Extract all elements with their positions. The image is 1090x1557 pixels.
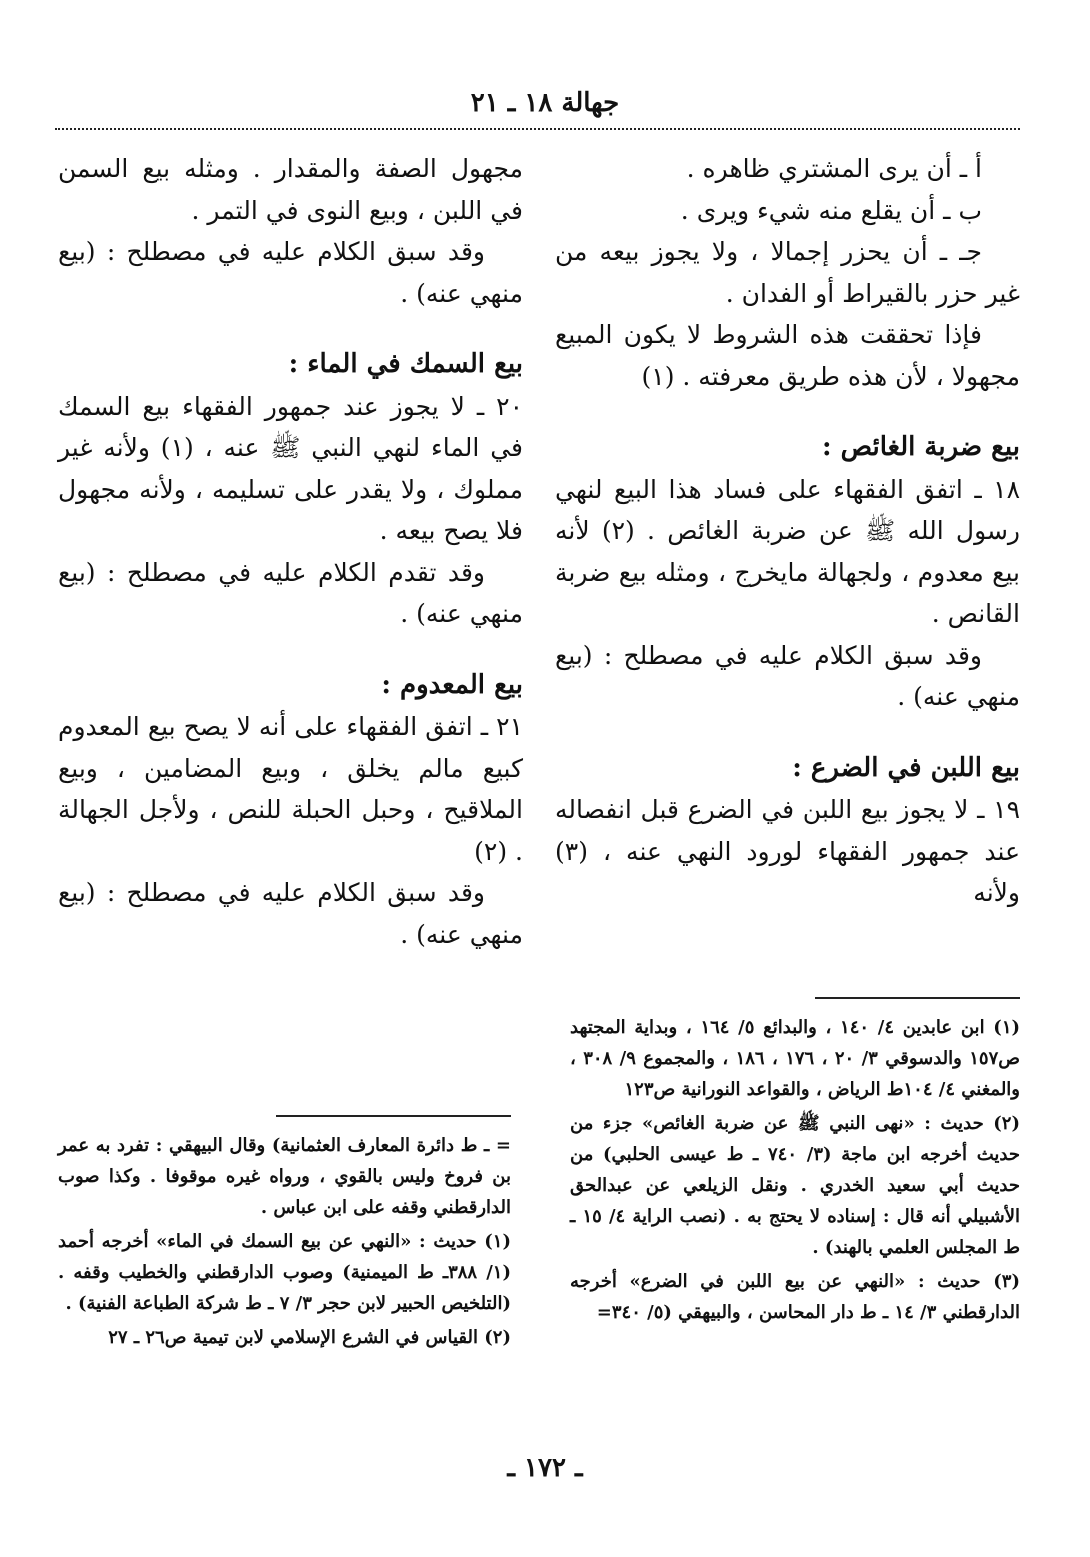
footnote: (٣) حديث : «النهي عن بيع اللبن في الضرع» أخرجه الدارقطني ٣/ ١٤ ـ ط دار المحاسن ، والبيهقي (٥/ ٣٤٠=	[570, 1271, 1020, 1323]
footnote: = ـ ط دائرة المعارف العثمانية) وقال البيهقي : تفرد به عمر بن فروخ وليس بالقوي ، ورواه غيره موقوفا . وكذا صوب الدارقطني وقفه على ابن عباس .	[58, 1135, 511, 1218]
paragraph: ١٨ ـ اتفق الفقهاء على فساد هذا البيع لنهي رسول الله ﷺ عن ضربة الغائص . (٢) لأنه بيع معدوم ، ولجهالة مايخرج ، ومثله بيع ضربة القانص .	[555, 474, 1021, 628]
section-heading: بيع اللبن في الضرع :	[792, 752, 1020, 783]
paragraph: ٢٠ ـ لا يجوز عند جمهور الفقهاء بيع السمك في الماء لنهي النبي ﷺ عنه ، (١) ولأنه غير مملوك ، ولا يقدر على تسليمه ، ولأنه مجهول فلا يصح بيعه .	[58, 391, 523, 545]
paragraph: وقد سبق الكلام عليه في مصطلح : (بيع منهي عنه) .	[58, 237, 523, 308]
paragraph: ١٩ ـ لا يجوز بيع اللبن في الضرع قبل انفصاله عند جمهور الفقهاء لورود النهي عنه ، (٣) ولأنه	[555, 795, 1020, 907]
paragraph: مجهول الصفة والمقدار . ومثله بيع السمن في اللبن ، وبيع النوى في التمر .	[58, 154, 523, 225]
footnotes-left	[58, 1130, 511, 1356]
paragraph: أ ـ أن يرى المشتري ظاهره .	[686, 154, 982, 183]
left-column	[58, 148, 523, 955]
footnote-rule	[276, 1115, 511, 1117]
paragraph: وقد تقدم الكلام عليه في مصطلح : (بيع منهي عنه) .	[58, 557, 523, 628]
right-column	[555, 148, 1020, 914]
page-number: ـ ١٧٢ ـ	[507, 1453, 583, 1483]
footnote: (١) ابن عابدين ٤/ ١٤٠ ، والبدائع ٥/ ١٦٤ ، وبداية المجتهد ص١٥٧ والدسوقي ٣/ ٢٠ ، ١٧٦ ، ١٨٦ ، والمجموع ٩/ ٣٠٨ ، والمغني ٤/ ١٠٤ط الرياض ، والقواعد النورانية ص١٢٣	[570, 1017, 1021, 1100]
section-heading: بيع السمك في الماء :	[288, 349, 523, 379]
footnote-rule	[815, 997, 1020, 999]
paragraph: وقد سبق الكلام عليه في مصطلح : (بيع منهي عنه) .	[58, 878, 523, 949]
section-heading: بيع المعدوم :	[381, 669, 523, 700]
section-heading: بيع ضربة الغائص :	[822, 432, 1020, 462]
running-head: جهالة ١٨ ـ ٢١	[470, 88, 620, 118]
footnote: (٢) حديث : «نهى النبي ﷺ عن ضربة الغائص» جزء من حديث أخرجه ابن ماجة (٣/ ٧٤٠ ـ ط عيسى الحلبي) من حديث أبي سعيد الخدري . ونقل الزيلعي عن عبدالحق الأشبيلي أنه قال : إسناده لا يحتج به . (نصب الراية ٤/ ١٥ ـ ط المجلس العلمي بالهند) .	[570, 1113, 1021, 1258]
footnotes-right	[570, 1012, 1020, 1331]
header-dotted-rule	[55, 128, 1020, 130]
paragraph: جـ ـ أن يحزر إجمالا ، ولا يجوز بيعه من غير حزر بالقيراط أو الفدان .	[555, 237, 1020, 308]
paragraph: ٢١ ـ اتفق الفقهاء على أنه لا يصح بيع المعدوم كبيع مالم يخلق ، وبيع المضامين ، وبيع الملاقيح ، وحبل الحبلة للنص ، ولأجل الجهالة . (٢)	[58, 712, 523, 866]
footnote: (٢) القياس في الشرع الإسلامي لابن تيمية ص٢٦ ـ ٢٧	[108, 1327, 511, 1348]
paragraph: وقد سبق الكلام عليه في مصطلح : (بيع منهي عنه) .	[555, 640, 1020, 711]
paragraph: ب ـ أن يقلع منه شيء ويرى .	[680, 195, 982, 225]
paragraph: فإذا تحققت هذه الشروط لا يكون المبيع مجهولا ، لأن هذه طريق معرفته . (١)	[555, 320, 1020, 391]
footnote: (١) حديث : «النهي عن بيع السمك في الماء» أخرجه أحمد (١/ ٣٨٨ـ ط الميمنية) وصوب الدارقطني والخطيب وقفه . (التلخيص الحبير لابن حجر ٣/ ٧ ـ ط شركة الطباعة الفنية) .	[58, 1231, 511, 1314]
